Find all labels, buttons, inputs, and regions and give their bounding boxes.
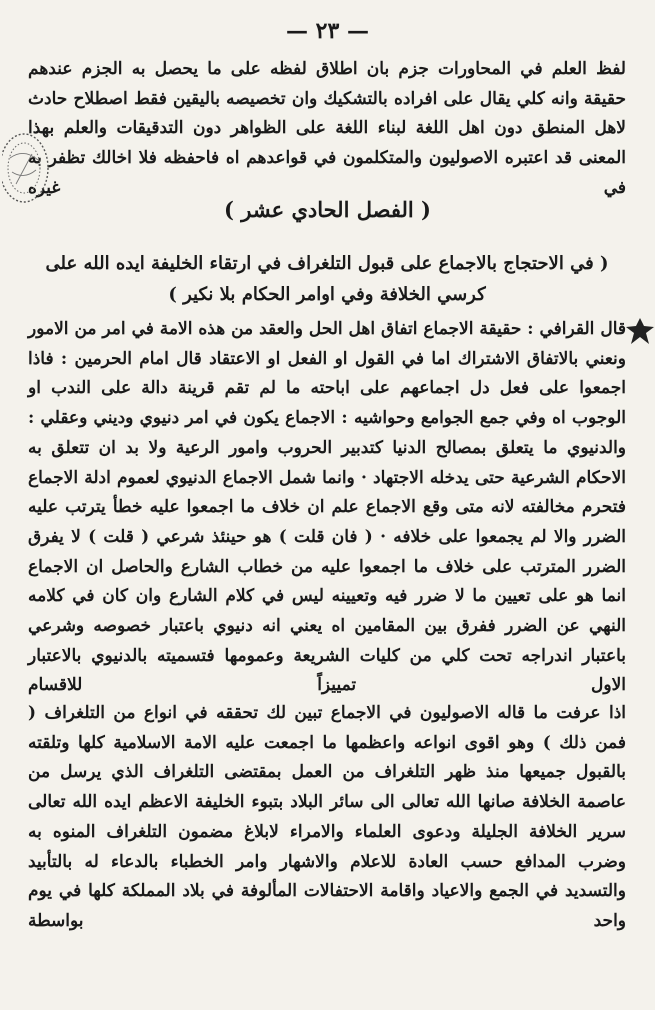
page-ink-mark	[624, 316, 655, 346]
library-stamp	[2, 128, 60, 208]
paragraph-3: اذا عرفت ما قاله الاصوليون في الاجماع تبين لك تحققه في انواع من التلغراف ( فمن ذلك ) وهو اقوى انواعه واعظمها ما اجمعت عليه الامة الاسلامية كلها وتلقته بالقبول جميعها منذ ظهر التلغراف من العمل بمقتضى التلغراف الذي يرسل من عاصمة الخلافة صانها الله تعالى الى سائر البلاد بتبوء الخليفة الاعظم ايده الله تعالى سرير الخلافة الجليلة ودعوى العلماء والامراء لابلاغ مضمون التلغراف المنوه به وضرب المدافع حسب العادة للاعلام والاشهار وامر الخطباء بالدعاء له بالتأبيد والتسديد في الجمع والاعياد واقامة الاحتفالات المألوفة في بلاد المملكة كلها في يوم واحد بواسطة	[28, 703, 626, 931]
page-number: — ٢٣ —	[286, 18, 369, 44]
paragraph-2: قال القرافي : حقيقة الاجماع اتفاق اهل الحل والعقد من هذه الامة في امر من الامور ونعني بالاتفاق الاشتراك اما في القول او الفعل او الاعتقاد قال امام الحرمين : فاذا اجمعوا على فعل دل اجماعهم على اباحته ما لم تقم قرينة دالة على الندب او الوجوب اه وفي جمع الجوامع وحواشيه : الاجماع يكون في امر دنيوي وديني وعقلي : والدنيوي ما يتعلق بمصالح الدنيا كتدبير الحروب وامور الرعية ولا بد ان تتعلق به الاحكام الشرعية حتى يدخله الاجتهاد · وانما شمل الاجماع الدنيوي لعموم ادلة الاجماع فتحرم مخالفته لانه متى وقع الاجماع علم ان خلاف ما اجمعوا عليه خطأ يترتب عليه الضرر والا لم يجمعوا على خلافه · ( فان قلت ) هو حينئذ شرعي ( قلت ) لا يفرق الضرر المترتب على خلاف ما اجمعوا عليه من خطاب الشارع والحاصل ان الاجماع انما هو على تعيين ما لا ضرر فيه وتعيينه ليس في كلام الشارع وان كان في كلامه النهي عن الضرر ففرق بين المقامين اه يعني انه دنيوي باعتبار خصوصه وشرعي باعتبار اندراجه تحت كلي من كليات الشريعة وعمومها فتسميته بالدنيوي بالاعتبار الاول تمييزاً للاقسام	[28, 319, 626, 696]
section-heading: ( الفصل الحادي عشر )	[224, 197, 431, 222]
section-subheading: ( في الاحتجاج بالاجماع على قبول التلغراف في ارتقاء الخليفة ايده الله على كرسي الخلافة وفي اوامر الحكام بلا نكير )	[45, 253, 609, 305]
paragraph-1: لفظ العلم في المحاورات جزم بان اطلاق لفظه على ما يحصل به الجزم عندهم حقيقة وانه كلي يقال على افراده بالتشكيك وان تخصيصه باليقين فقط اصطلاح حادث لاهل المنطق دون اهل اللغة لبناء اللغة على الظواهر دون التدقيقات والعلم بهذا المعنى قد اعتبره الاصوليون والمتكلمون في قواعدهم اه فاحفظه فلا اخالك تظفر به في غيره	[28, 59, 626, 198]
